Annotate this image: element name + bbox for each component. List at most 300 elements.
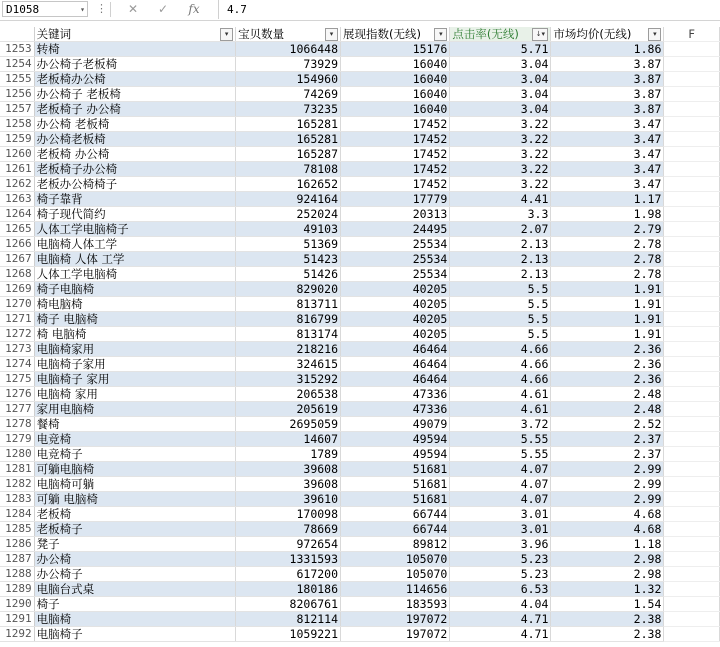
cell-empty[interactable] xyxy=(664,252,720,267)
cell-empty[interactable] xyxy=(664,147,720,162)
row-number[interactable]: 1253 xyxy=(0,42,34,57)
cell-avg-price[interactable]: 1.17 xyxy=(551,192,664,207)
cell-empty[interactable] xyxy=(664,297,720,312)
cell-click-rate[interactable]: 3.04 xyxy=(450,57,551,72)
cell-keyword[interactable]: 椅 电脑椅 xyxy=(34,327,236,342)
row-number[interactable]: 1284 xyxy=(0,507,34,522)
cell-avg-price[interactable]: 2.38 xyxy=(551,612,664,627)
cell-avg-price[interactable]: 3.87 xyxy=(551,72,664,87)
cell-impression-index[interactable]: 105070 xyxy=(341,567,450,582)
cell-keyword[interactable]: 椅子 xyxy=(34,597,236,612)
cell-empty[interactable] xyxy=(664,507,720,522)
cell-keyword[interactable]: 电脑椅家用 xyxy=(34,342,236,357)
cell-empty[interactable] xyxy=(664,72,720,87)
cell-empty[interactable] xyxy=(664,537,720,552)
cell-item-count[interactable]: 829020 xyxy=(236,282,341,297)
cell-avg-price[interactable]: 2.99 xyxy=(551,477,664,492)
cell-keyword[interactable]: 电脑椅 人体 工学 xyxy=(34,252,236,267)
cell-click-rate[interactable]: 4.66 xyxy=(450,372,551,387)
cell-empty[interactable] xyxy=(664,42,720,57)
row-number[interactable]: 1256 xyxy=(0,87,34,102)
column-header[interactable] xyxy=(551,27,664,42)
cell-keyword[interactable]: 椅子 电脑椅 xyxy=(34,312,236,327)
cell-item-count[interactable]: 165287 xyxy=(236,147,341,162)
cell-impression-index[interactable]: 25534 xyxy=(341,267,450,282)
cell-keyword[interactable]: 可躺 电脑椅 xyxy=(34,492,236,507)
cell-keyword[interactable]: 转椅 xyxy=(34,42,236,57)
cell-avg-price[interactable]: 4.68 xyxy=(551,507,664,522)
cell-avg-price[interactable]: 2.38 xyxy=(551,627,664,642)
cell-avg-price[interactable]: 2.36 xyxy=(551,342,664,357)
cell-empty[interactable] xyxy=(664,612,720,627)
cell-empty[interactable] xyxy=(664,102,720,117)
cell-impression-index[interactable]: 46464 xyxy=(341,342,450,357)
cell-avg-price[interactable]: 1.91 xyxy=(551,297,664,312)
cell-impression-index[interactable]: 25534 xyxy=(341,237,450,252)
cell-click-rate[interactable]: 4.41 xyxy=(450,192,551,207)
cell-click-rate[interactable]: 4.61 xyxy=(450,387,551,402)
cell-item-count[interactable]: 816799 xyxy=(236,312,341,327)
row-number[interactable]: 1272 xyxy=(0,327,34,342)
cell-item-count[interactable]: 1059221 xyxy=(236,627,341,642)
cell-avg-price[interactable]: 2.48 xyxy=(551,387,664,402)
cell-empty[interactable] xyxy=(664,402,720,417)
cell-avg-price[interactable]: 2.78 xyxy=(551,267,664,282)
row-number[interactable]: 1292 xyxy=(0,627,34,642)
cell-click-rate[interactable]: 3.22 xyxy=(450,132,551,147)
cell-impression-index[interactable]: 183593 xyxy=(341,597,450,612)
cell-keyword[interactable]: 餐椅 xyxy=(34,417,236,432)
cell-impression-index[interactable]: 49594 xyxy=(341,447,450,462)
cell-keyword[interactable]: 办公椅 老板椅 xyxy=(34,117,236,132)
cell-empty[interactable] xyxy=(664,57,720,72)
cell-empty[interactable] xyxy=(664,552,720,567)
cell-click-rate[interactable]: 5.71 xyxy=(450,42,551,57)
cell-keyword[interactable]: 电脑椅人体工学 xyxy=(34,237,236,252)
cell-impression-index[interactable]: 66744 xyxy=(341,522,450,537)
cell-keyword[interactable]: 椅子现代简约 xyxy=(34,207,236,222)
row-number[interactable]: 1275 xyxy=(0,372,34,387)
formula-bar xyxy=(0,0,720,21)
formula-input[interactable]: 4.7 xyxy=(218,0,720,19)
cell-empty[interactable] xyxy=(664,417,720,432)
cell-click-rate[interactable]: 4.66 xyxy=(450,357,551,372)
cell-item-count[interactable]: 2695059 xyxy=(236,417,341,432)
cell-avg-price[interactable]: 2.98 xyxy=(551,552,664,567)
cell-empty[interactable] xyxy=(664,87,720,102)
cell-click-rate[interactable]: 3.3 xyxy=(450,207,551,222)
cell-item-count[interactable]: 218216 xyxy=(236,342,341,357)
cell-impression-index[interactable]: 197072 xyxy=(341,612,450,627)
cell-keyword[interactable]: 电脑椅 xyxy=(34,612,236,627)
cell-keyword[interactable]: 老板椅办公椅 xyxy=(34,72,236,87)
filter-dropdown-icon[interactable]: ▾ xyxy=(220,28,233,41)
cell-item-count[interactable]: 51423 xyxy=(236,252,341,267)
cell-impression-index[interactable]: 17452 xyxy=(341,132,450,147)
cell-click-rate[interactable]: 5.23 xyxy=(450,567,551,582)
cell-item-count[interactable]: 812114 xyxy=(236,612,341,627)
cell-avg-price[interactable]: 2.78 xyxy=(551,252,664,267)
cell-impression-index[interactable]: 17452 xyxy=(341,177,450,192)
cell-keyword[interactable]: 椅子电脑椅 xyxy=(34,282,236,297)
cell-avg-price[interactable]: 2.48 xyxy=(551,402,664,417)
cell-impression-index[interactable]: 40205 xyxy=(341,297,450,312)
cell-item-count[interactable]: 324615 xyxy=(236,357,341,372)
row-number[interactable]: 1260 xyxy=(0,147,34,162)
row-number[interactable]: 1282 xyxy=(0,477,34,492)
cell-item-count[interactable]: 1789 xyxy=(236,447,341,462)
row-number[interactable]: 1266 xyxy=(0,237,34,252)
cell-empty[interactable] xyxy=(664,597,720,612)
cell-empty[interactable] xyxy=(664,222,720,237)
cell-keyword[interactable]: 椅电脑椅 xyxy=(34,297,236,312)
cell-click-rate[interactable]: 3.96 xyxy=(450,537,551,552)
cell-keyword[interactable]: 老板椅 办公椅 xyxy=(34,147,236,162)
cell-item-count[interactable]: 205619 xyxy=(236,402,341,417)
row-number[interactable]: 1257 xyxy=(0,102,34,117)
cell-keyword[interactable]: 老板办公椅椅子 xyxy=(34,177,236,192)
table-row xyxy=(0,162,720,177)
cell-empty[interactable] xyxy=(664,462,720,477)
cell-impression-index[interactable]: 40205 xyxy=(341,282,450,297)
cell-keyword[interactable]: 人体工学电脑椅 xyxy=(34,267,236,282)
cell-empty[interactable] xyxy=(664,237,720,252)
cell-avg-price[interactable]: 2.99 xyxy=(551,462,664,477)
cell-avg-price[interactable]: 2.37 xyxy=(551,447,664,462)
cell-click-rate[interactable]: 2.13 xyxy=(450,237,551,252)
cell-avg-price[interactable]: 3.47 xyxy=(551,132,664,147)
cell-avg-price[interactable]: 3.47 xyxy=(551,162,664,177)
cell-item-count[interactable]: 206538 xyxy=(236,387,341,402)
cell-keyword[interactable]: 办公椅子 xyxy=(34,567,236,582)
cell-impression-index[interactable]: 46464 xyxy=(341,357,450,372)
cell-impression-index[interactable]: 16040 xyxy=(341,72,450,87)
row-number[interactable]: 1274 xyxy=(0,357,34,372)
cell-item-count[interactable]: 252024 xyxy=(236,207,341,222)
cell-avg-price[interactable]: 3.87 xyxy=(551,102,664,117)
cell-item-count[interactable]: 8206761 xyxy=(236,597,341,612)
cell-keyword[interactable]: 人体工学电脑椅子 xyxy=(34,222,236,237)
cell-empty[interactable] xyxy=(664,357,720,372)
cell-item-count[interactable]: 180186 xyxy=(236,582,341,597)
cell-impression-index[interactable]: 49079 xyxy=(341,417,450,432)
cell-impression-index[interactable]: 20313 xyxy=(341,207,450,222)
cell-keyword[interactable]: 可躺电脑椅 xyxy=(34,462,236,477)
cell-item-count[interactable]: 73235 xyxy=(236,102,341,117)
cell-click-rate[interactable]: 3.22 xyxy=(450,177,551,192)
column-header[interactable] xyxy=(236,27,341,42)
cell-empty[interactable] xyxy=(664,192,720,207)
cell-item-count[interactable]: 1066448 xyxy=(236,42,341,57)
cell-click-rate[interactable]: 3.72 xyxy=(450,417,551,432)
cancel-icon[interactable]: ✕ xyxy=(127,2,139,16)
cell-click-rate[interactable]: 3.22 xyxy=(450,162,551,177)
cell-avg-price[interactable]: 2.36 xyxy=(551,372,664,387)
cell-impression-index[interactable]: 46464 xyxy=(341,372,450,387)
row-number[interactable]: 1288 xyxy=(0,567,34,582)
row-number[interactable]: 1270 xyxy=(0,297,34,312)
insert-function-icon[interactable]: fx xyxy=(188,2,200,16)
cell-impression-index[interactable]: 16040 xyxy=(341,87,450,102)
row-number[interactable]: 1265 xyxy=(0,222,34,237)
row-number[interactable]: 1281 xyxy=(0,462,34,477)
enter-icon[interactable]: ✓ xyxy=(157,2,169,16)
name-box-dropdown-icon[interactable]: ▾ xyxy=(80,5,85,14)
cell-empty[interactable] xyxy=(664,372,720,387)
filter-dropdown-icon[interactable]: ▾ xyxy=(434,28,447,41)
row-number[interactable]: 1259 xyxy=(0,132,34,147)
cell-empty[interactable] xyxy=(664,582,720,597)
cell-keyword[interactable]: 老板椅 xyxy=(34,507,236,522)
cell-item-count[interactable]: 154960 xyxy=(236,72,341,87)
cell-impression-index[interactable]: 17779 xyxy=(341,192,450,207)
filter-dropdown-icon[interactable]: ▾ xyxy=(325,28,338,41)
cell-keyword[interactable]: 电竞椅 xyxy=(34,432,236,447)
cell-click-rate[interactable]: 4.07 xyxy=(450,462,551,477)
cell-impression-index[interactable]: 47336 xyxy=(341,402,450,417)
row-number[interactable]: 1283 xyxy=(0,492,34,507)
cell-empty[interactable] xyxy=(664,312,720,327)
row-number[interactable]: 1273 xyxy=(0,342,34,357)
cell-item-count[interactable]: 39608 xyxy=(236,477,341,492)
cell-avg-price[interactable]: 1.18 xyxy=(551,537,664,552)
cell-click-rate[interactable]: 2.07 xyxy=(450,222,551,237)
cell-keyword[interactable]: 电脑椅子家用 xyxy=(34,357,236,372)
column-header[interactable] xyxy=(34,27,236,42)
cell-avg-price[interactable]: 2.78 xyxy=(551,237,664,252)
cell-click-rate[interactable]: 3.04 xyxy=(450,102,551,117)
cell-keyword[interactable]: 办公椅子 老板椅 xyxy=(34,87,236,102)
cell-avg-price[interactable]: 3.47 xyxy=(551,117,664,132)
cell-click-rate[interactable]: 4.07 xyxy=(450,492,551,507)
row-number[interactable]: 1261 xyxy=(0,162,34,177)
cell-empty[interactable] xyxy=(664,267,720,282)
cell-click-rate[interactable]: 3.04 xyxy=(450,87,551,102)
cell-empty[interactable] xyxy=(664,447,720,462)
cell-empty[interactable] xyxy=(664,117,720,132)
row-number[interactable]: 1287 xyxy=(0,552,34,567)
filter-dropdown-icon[interactable]: ▾ xyxy=(648,28,661,41)
cell-click-rate[interactable]: 3.04 xyxy=(450,72,551,87)
cell-keyword[interactable]: 电脑椅 家用 xyxy=(34,387,236,402)
cell-item-count[interactable]: 74269 xyxy=(236,87,341,102)
cell-keyword[interactable]: 椅子靠背 xyxy=(34,192,236,207)
row-number[interactable]: 1263 xyxy=(0,192,34,207)
cell-avg-price[interactable]: 2.36 xyxy=(551,357,664,372)
cell-click-rate[interactable]: 4.71 xyxy=(450,627,551,642)
cell-click-rate[interactable]: 3.01 xyxy=(450,522,551,537)
name-box[interactable] xyxy=(2,1,88,17)
row-number[interactable]: 1264 xyxy=(0,207,34,222)
cell-item-count[interactable]: 813711 xyxy=(236,297,341,312)
row-number[interactable]: 1285 xyxy=(0,522,34,537)
cell-item-count[interactable]: 1331593 xyxy=(236,552,341,567)
cell-avg-price[interactable]: 1.32 xyxy=(551,582,664,597)
cell-impression-index[interactable]: 197072 xyxy=(341,627,450,642)
cell-item-count[interactable]: 51426 xyxy=(236,267,341,282)
cell-impression-index[interactable]: 15176 xyxy=(341,42,450,57)
cell-impression-index[interactable]: 17452 xyxy=(341,162,450,177)
cell-avg-price[interactable]: 2.52 xyxy=(551,417,664,432)
row-number[interactable]: 1280 xyxy=(0,447,34,462)
row-number[interactable]: 1290 xyxy=(0,597,34,612)
cell-impression-index[interactable]: 25534 xyxy=(341,252,450,267)
cell-empty[interactable] xyxy=(664,492,720,507)
cell-item-count[interactable]: 170098 xyxy=(236,507,341,522)
row-number[interactable]: 1277 xyxy=(0,402,34,417)
cell-impression-index[interactable]: 16040 xyxy=(341,102,450,117)
cell-avg-price[interactable]: 1.91 xyxy=(551,312,664,327)
column-header[interactable] xyxy=(450,27,551,42)
row-number[interactable]: 1268 xyxy=(0,267,34,282)
cell-item-count[interactable]: 51369 xyxy=(236,237,341,252)
cell-avg-price[interactable]: 1.91 xyxy=(551,327,664,342)
cell-impression-index[interactable]: 49594 xyxy=(341,432,450,447)
cell-avg-price[interactable]: 3.47 xyxy=(551,147,664,162)
cell-keyword[interactable]: 老板椅子 xyxy=(34,522,236,537)
cell-keyword[interactable]: 办公椅老板椅 xyxy=(34,132,236,147)
cell-item-count[interactable]: 972654 xyxy=(236,537,341,552)
cell-empty[interactable] xyxy=(664,162,720,177)
cell-item-count[interactable]: 165281 xyxy=(236,117,341,132)
cell-keyword[interactable]: 电脑椅子 xyxy=(34,627,236,642)
cell-item-count[interactable]: 39610 xyxy=(236,492,341,507)
cell-item-count[interactable]: 78669 xyxy=(236,522,341,537)
cell-click-rate[interactable]: 6.53 xyxy=(450,582,551,597)
cell-click-rate[interactable]: 4.66 xyxy=(450,342,551,357)
cell-keyword[interactable]: 办公椅子老板椅 xyxy=(34,57,236,72)
cell-avg-price[interactable]: 1.98 xyxy=(551,207,664,222)
row-number[interactable]: 1279 xyxy=(0,432,34,447)
cell-impression-index[interactable]: 40205 xyxy=(341,312,450,327)
cell-avg-price[interactable]: 3.87 xyxy=(551,57,664,72)
cell-empty[interactable] xyxy=(664,522,720,537)
cell-click-rate[interactable]: 4.04 xyxy=(450,597,551,612)
row-number[interactable]: 1291 xyxy=(0,612,34,627)
cell-impression-index[interactable]: 51681 xyxy=(341,492,450,507)
row-number[interactable]: 1267 xyxy=(0,252,34,267)
sorted-filter-icon[interactable]: ↓▾ xyxy=(532,28,548,41)
cell-empty[interactable] xyxy=(664,387,720,402)
cell-empty[interactable] xyxy=(664,342,720,357)
cell-click-rate[interactable]: 2.13 xyxy=(450,267,551,282)
cell-click-rate[interactable]: 5.5 xyxy=(450,297,551,312)
cell-impression-index[interactable]: 47336 xyxy=(341,387,450,402)
cell-item-count[interactable]: 39608 xyxy=(236,462,341,477)
cell-item-count[interactable]: 617200 xyxy=(236,567,341,582)
cell-impression-index[interactable]: 89812 xyxy=(341,537,450,552)
column-header[interactable] xyxy=(341,27,450,42)
cell-empty[interactable] xyxy=(664,207,720,222)
cell-item-count[interactable]: 14607 xyxy=(236,432,341,447)
cell-avg-price[interactable]: 1.86 xyxy=(551,42,664,57)
column-letter-f[interactable]: F xyxy=(664,27,720,42)
cell-item-count[interactable]: 162652 xyxy=(236,177,341,192)
cell-keyword[interactable]: 老板椅子 办公椅 xyxy=(34,102,236,117)
cell-click-rate[interactable]: 5.23 xyxy=(450,552,551,567)
cell-impression-index[interactable]: 17452 xyxy=(341,117,450,132)
cell-click-rate[interactable]: 5.55 xyxy=(450,432,551,447)
cell-click-rate[interactable]: 4.71 xyxy=(450,612,551,627)
cell-item-count[interactable]: 813174 xyxy=(236,327,341,342)
cell-empty[interactable] xyxy=(664,567,720,582)
cell-avg-price[interactable]: 2.99 xyxy=(551,492,664,507)
cell-avg-price[interactable]: 3.47 xyxy=(551,177,664,192)
row-number[interactable]: 1271 xyxy=(0,312,34,327)
cell-click-rate[interactable]: 5.5 xyxy=(450,327,551,342)
cell-empty[interactable] xyxy=(664,132,720,147)
cell-item-count[interactable]: 78108 xyxy=(236,162,341,177)
cell-item-count[interactable]: 315292 xyxy=(236,372,341,387)
cell-click-rate[interactable]: 5.5 xyxy=(450,282,551,297)
cell-impression-index[interactable]: 105070 xyxy=(341,552,450,567)
more-options-icon[interactable]: ⋮ xyxy=(96,2,107,15)
cell-click-rate[interactable]: 3.22 xyxy=(450,147,551,162)
row-number[interactable]: 1286 xyxy=(0,537,34,552)
row-number[interactable]: 1254 xyxy=(0,57,34,72)
row-number[interactable]: 1258 xyxy=(0,117,34,132)
cell-click-rate[interactable]: 4.07 xyxy=(450,477,551,492)
row-number[interactable]: 1269 xyxy=(0,282,34,297)
cell-impression-index[interactable]: 51681 xyxy=(341,462,450,477)
cell-avg-price[interactable]: 4.68 xyxy=(551,522,664,537)
cell-item-count[interactable]: 73929 xyxy=(236,57,341,72)
cell-keyword[interactable]: 老板椅子办公椅 xyxy=(34,162,236,177)
cell-item-count[interactable]: 49103 xyxy=(236,222,341,237)
cell-keyword[interactable]: 电脑台式桌 xyxy=(34,582,236,597)
row-number[interactable]: 1278 xyxy=(0,417,34,432)
cell-keyword[interactable]: 电脑椅子 家用 xyxy=(34,372,236,387)
cell-empty[interactable] xyxy=(664,177,720,192)
cell-empty[interactable] xyxy=(664,477,720,492)
row-number[interactable]: 1289 xyxy=(0,582,34,597)
cell-click-rate[interactable]: 5.55 xyxy=(450,447,551,462)
cell-empty[interactable] xyxy=(664,627,720,642)
cell-impression-index[interactable]: 16040 xyxy=(341,57,450,72)
cell-item-count[interactable]: 924164 xyxy=(236,192,341,207)
row-number[interactable]: 1276 xyxy=(0,387,34,402)
row-number[interactable]: 1262 xyxy=(0,177,34,192)
cell-impression-index[interactable]: 114656 xyxy=(341,582,450,597)
cell-avg-price[interactable]: 3.87 xyxy=(551,87,664,102)
cell-impression-index[interactable]: 51681 xyxy=(341,477,450,492)
cell-click-rate[interactable]: 4.61 xyxy=(450,402,551,417)
cell-click-rate[interactable]: 5.5 xyxy=(450,312,551,327)
cell-impression-index[interactable]: 40205 xyxy=(341,327,450,342)
cell-avg-price[interactable]: 2.98 xyxy=(551,567,664,582)
row-number[interactable]: 1255 xyxy=(0,72,34,87)
cell-keyword[interactable]: 办公椅 xyxy=(34,552,236,567)
cell-keyword[interactable]: 电竞椅子 xyxy=(34,447,236,462)
cell-empty[interactable] xyxy=(664,432,720,447)
cell-avg-price[interactable]: 1.91 xyxy=(551,282,664,297)
cell-keyword[interactable]: 电脑椅可躺 xyxy=(34,477,236,492)
cell-keyword[interactable]: 凳子 xyxy=(34,537,236,552)
cell-avg-price[interactable]: 2.37 xyxy=(551,432,664,447)
cell-item-count[interactable]: 165281 xyxy=(236,132,341,147)
cell-impression-index[interactable]: 24495 xyxy=(341,222,450,237)
cell-click-rate[interactable]: 2.13 xyxy=(450,252,551,267)
cell-impression-index[interactable]: 66744 xyxy=(341,507,450,522)
cell-avg-price[interactable]: 2.79 xyxy=(551,222,664,237)
cell-keyword[interactable]: 家用电脑椅 xyxy=(34,402,236,417)
cell-click-rate[interactable]: 3.01 xyxy=(450,507,551,522)
cell-avg-price[interactable]: 1.54 xyxy=(551,597,664,612)
cell-empty[interactable] xyxy=(664,327,720,342)
cell-impression-index[interactable]: 17452 xyxy=(341,147,450,162)
cell-click-rate[interactable]: 3.22 xyxy=(450,117,551,132)
cell-empty[interactable] xyxy=(664,282,720,297)
